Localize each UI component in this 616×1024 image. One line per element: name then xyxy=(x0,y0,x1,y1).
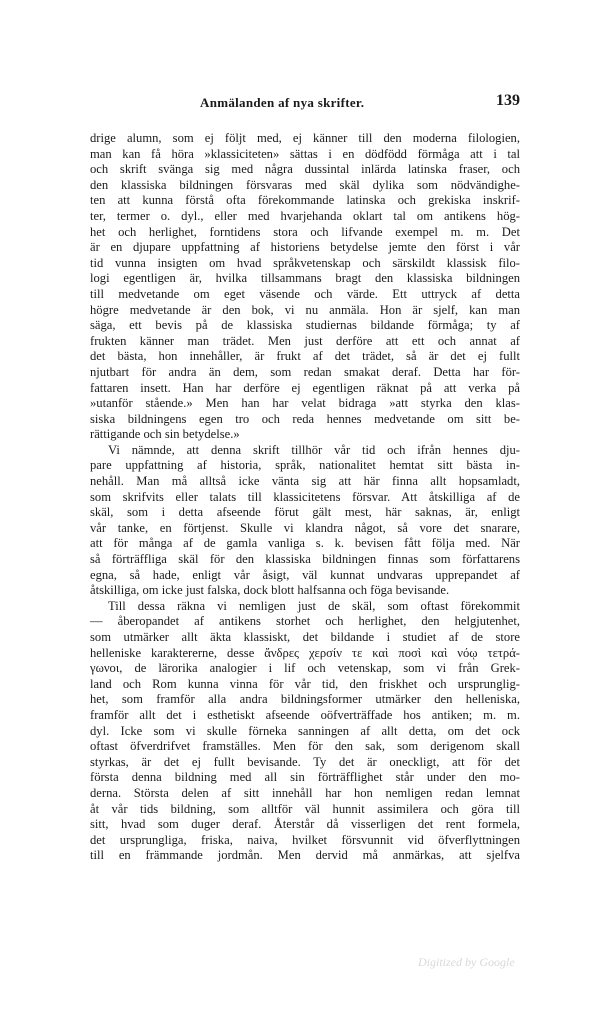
text-line: dyl. Icke som vi skulle förneka sanningen af allt detta, om det ock xyxy=(90,723,520,738)
text-line: — åberopandet af antikens storhet och herlighet, den helgjutenhet, xyxy=(90,614,520,629)
text-line: siska bildningens egen tro och reda hennes medvetande om sitt be- xyxy=(90,411,520,426)
text-line: styrkas, är det ej fullt bevisande. Ty det är oneckligt, att för det xyxy=(90,754,520,769)
text-line: het, som framför alla andra bildningsformer utmärker den helleniska, xyxy=(90,692,520,707)
text-line: så förträffliga skäl för den klassiska bildningen finnas som författarens xyxy=(90,552,520,567)
text-line: det ursprungliga, friska, naiva, hvilket försvunnit vid öfverflyttningen xyxy=(90,832,520,847)
text-line: till medvetande om eget väsende och värde. Ett uttryck af detta xyxy=(90,286,520,301)
text-line: till en främmande jordmån. Men dervid må anmärkas, att sjelfva xyxy=(90,848,520,863)
paragraph-end-line: rättigande och sin betydelse.» xyxy=(90,427,240,442)
text-line: säga, ett bevis på de klassiska studiernas bildande förmåga; ty af xyxy=(90,318,520,333)
text-line: man kan få höra »klassiciteten» sättas i en dödfödd förmåga att i tal xyxy=(90,146,520,161)
text-line: nehåll. Man må alltså icke vänta sig att här finna allt hopsamladt, xyxy=(90,474,520,489)
text-line: egna, så hade, enligt vår åsigt, väl kunnat undvaras upprepandet af xyxy=(90,567,520,582)
text-line: het och herlighet, forntidens stora och lifvande exempel m. m. Det xyxy=(90,224,520,239)
text-line: oftast öfverdrifvet framställes. Men för den sak, som derigenom skall xyxy=(90,739,520,754)
text-line: ter, termer o. dyl., eller med hvarjehanda oklart tal om antikens hög- xyxy=(90,208,520,223)
text-line: är en djupare uppfattning af historiens betydelse jemte den först i vår xyxy=(90,240,520,255)
paragraph-start-line: Till dessa räkna vi nemligen just de skäl, som oftast förekommit xyxy=(108,598,520,613)
text-line: ten att kunna förstå ofta förekommande latinska och grekiska inskrif- xyxy=(90,193,520,208)
text-line: tid vunna insigten om hvad språkvetenskap och särskildt klassisk filo- xyxy=(90,255,520,270)
paragraph-start-line: Vi nämnde, att denna skrift tillhör vår tid och ifrån hennes dju- xyxy=(108,442,520,457)
text-line: och skrift svänga sig med några dussintal inlärda latinska fraser, och xyxy=(90,162,520,177)
text-line: njutbart för andra än dem, som redan smakat deraf. Detta har för- xyxy=(90,364,520,379)
text-line: derna. Största delen af sitt innehåll har hon nemligen redan lemnat xyxy=(90,785,520,800)
text-line: åt vår tids bildning, som alltför väl hunnit assimilera och göra till xyxy=(90,801,520,816)
text-line: frukten känner man trädet. Men just derföre att ett och annat af xyxy=(90,333,520,348)
text-line: första denna bildning med all sin förträfflighet står under den mo- xyxy=(90,770,520,785)
text-line: land och Rom kunna vinna för vår tid, den friskhet och ursprunglig- xyxy=(90,676,520,691)
text-line: vår tanke, en förtjenst. Skulle vi klandra något, så vore det snarare, xyxy=(90,520,520,535)
text-line: som skrifvits eller talats till klassicitetens försvar. Att åtskilliga af de xyxy=(90,489,520,504)
text-line: helleniske karaktererne, desse ἄνδρες χερσίν τε καὶ ποσὶ καὶ νόῳ τετρά- xyxy=(90,645,520,660)
text-line: högre medvetande är den bok, vi nu anmäla. Hon är sjelf, kan man xyxy=(90,302,520,317)
body-text xyxy=(90,131,520,864)
paragraph-end-line: åtskilliga, om icke just falska, dock blott halfsanna och föga bevisande. xyxy=(90,583,450,598)
text-line: att för många af de gamla vanliga s. k. bevisen fått följa med. När xyxy=(90,536,520,551)
text-line: det bästa, hon innehåller, är frukt af det trädet, så är det ej fullt xyxy=(90,349,520,364)
text-line: fattaren insett. Han har derföre ej egentligen räknat på att verka på xyxy=(90,380,520,395)
running-header xyxy=(90,92,520,114)
page-number: 139 xyxy=(496,92,520,109)
text-line: drige alumn, som ej följt med, ej känner till den moderna filologien, xyxy=(90,131,520,145)
text-line: skäl, som i detta afseende förut gält mest, här saknas, är, enligt xyxy=(90,505,520,520)
text-line: den klassiska bildningen försvaras med skäl dylika som nödvändighe- xyxy=(90,177,520,192)
text-line: som utmärker allt äkta klassiskt, det bildande i studiet af de store xyxy=(90,630,520,644)
text-line: pare uppfattning af historia, språk, nationalitet hemtat sitt bästa in- xyxy=(90,458,520,473)
running-title: Anmälanden af nya skrifter. xyxy=(200,95,365,110)
text-line: logi egentligen är, hvilka tillsammans bragt den klassiska bildningen xyxy=(90,271,520,286)
text-line: framför allt det i esthetiskt afseende oöfverträffade hos antiken; m. m. xyxy=(90,707,520,722)
text-line: sitt, hvad som duger deraf. Återstår då visserligen det rent formela, xyxy=(90,817,520,832)
text-line: »utanför stående.» Men han har velat bidraga »att styrka den klas- xyxy=(90,396,520,411)
google-watermark: Digitized by Google xyxy=(418,955,515,969)
text-line: γωνοι, de lärorika analogier i lif och vetenskap, som vi från Grek- xyxy=(90,661,520,676)
